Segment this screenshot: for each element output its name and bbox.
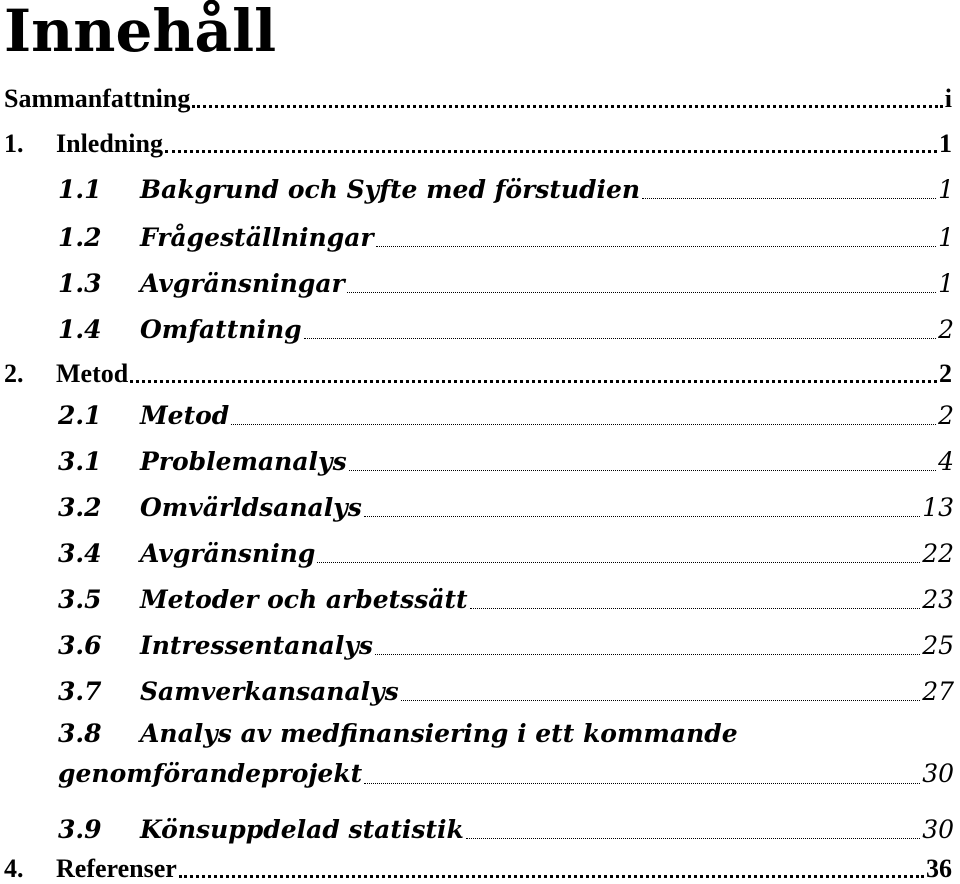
toc-entry-number: 3.8 bbox=[58, 719, 102, 748]
toc-entry-number: 1.2 bbox=[58, 223, 102, 252]
toc-entry-label-continued: genomförandeprojekt bbox=[58, 759, 363, 788]
toc-entry-inledning[interactable] bbox=[0, 119, 960, 159]
toc-entry-2-1[interactable] bbox=[0, 391, 960, 431]
toc-entry-1-3[interactable] bbox=[0, 259, 960, 299]
toc-entry-3-2[interactable] bbox=[0, 483, 960, 523]
toc-entry-label: Avgränsning bbox=[140, 539, 316, 568]
toc-entry-3-6[interactable] bbox=[0, 621, 960, 661]
toc-entry-label: Referenser bbox=[56, 854, 177, 883]
dot-leader bbox=[130, 380, 937, 383]
toc-entry-page: 2 bbox=[938, 315, 954, 344]
toc-entry-1-2[interactable] bbox=[0, 213, 960, 253]
toc-entry-page: 22 bbox=[922, 539, 954, 568]
toc-entry-label: Avgränsningar bbox=[140, 269, 345, 298]
toc-entry-number: 3.1 bbox=[58, 447, 102, 476]
dot-leader bbox=[192, 105, 942, 108]
toc-entry-number: 1. bbox=[4, 129, 24, 158]
toc-entry-3-7[interactable] bbox=[0, 667, 960, 707]
toc-entry-page: 36 bbox=[926, 854, 952, 883]
toc-entry-number: 3.7 bbox=[58, 677, 102, 706]
toc-entry-page: 4 bbox=[938, 447, 954, 476]
dot-leader bbox=[375, 654, 920, 655]
toc-entry-first-line bbox=[0, 714, 960, 754]
toc-entry-metod-chapter[interactable] bbox=[0, 349, 960, 389]
toc-entry-label: Metoder och arbetssätt bbox=[140, 585, 468, 614]
toc-entry-page: 30 bbox=[922, 815, 954, 844]
dot-leader bbox=[470, 608, 921, 609]
toc-entry-label: Metod bbox=[56, 359, 129, 388]
dot-leader bbox=[364, 516, 920, 517]
toc-entry-number: 3.5 bbox=[58, 585, 102, 614]
dot-leader bbox=[376, 246, 937, 247]
toc-entry-1-4[interactable] bbox=[0, 305, 960, 345]
dot-leader bbox=[642, 198, 936, 199]
toc-entry-label: Analys av medfinansiering i ett kommande bbox=[140, 719, 738, 748]
toc-entry-number: 1.1 bbox=[58, 175, 102, 204]
toc-entry-page: 23 bbox=[922, 585, 954, 614]
dot-leader bbox=[347, 292, 936, 293]
toc-entry-second-line bbox=[0, 754, 960, 794]
dot-leader bbox=[466, 838, 920, 839]
toc-entry-page: 2 bbox=[938, 401, 954, 430]
toc-entry-label: Bakgrund och Syfte med förstudien bbox=[140, 175, 641, 204]
toc-entry-number: 4. bbox=[4, 854, 24, 883]
toc-entry-3-5[interactable] bbox=[0, 575, 960, 615]
toc-entry-label: Metod bbox=[140, 401, 230, 430]
toc-heading: Innehåll bbox=[4, 0, 277, 65]
toc-entry-page: 2 bbox=[939, 359, 952, 388]
toc-entry-3-8[interactable] bbox=[0, 714, 960, 794]
toc-entry-page: 13 bbox=[922, 493, 954, 522]
toc-entry-number: 3.9 bbox=[58, 815, 102, 844]
toc-entry-label: Intressentanalys bbox=[140, 631, 373, 660]
toc-entry-number: 3.4 bbox=[58, 539, 102, 568]
dot-leader bbox=[179, 875, 924, 878]
toc-entry-number: 2. bbox=[4, 359, 24, 388]
dot-leader bbox=[317, 562, 920, 563]
toc-entry-1-1[interactable] bbox=[0, 165, 960, 205]
toc-entry-page: 25 bbox=[922, 631, 954, 660]
toc-entry-page: i bbox=[944, 84, 952, 113]
toc-entry-number: 1.3 bbox=[58, 269, 102, 298]
dot-leader bbox=[401, 700, 920, 701]
toc-entry-label: Frågeställningar bbox=[140, 223, 374, 252]
dot-leader bbox=[231, 424, 936, 425]
dot-leader bbox=[304, 338, 936, 339]
toc-entry-referenser[interactable] bbox=[0, 844, 960, 884]
toc-entry-label: Sammanfattning bbox=[4, 84, 191, 113]
toc-entry-number: 2.1 bbox=[58, 401, 102, 430]
toc-entry-3-1[interactable] bbox=[0, 437, 960, 477]
toc-entry-3-9[interactable] bbox=[0, 805, 960, 845]
toc-entry-label: Omvärldsanalys bbox=[140, 493, 362, 522]
toc-entry-number: 3.2 bbox=[58, 493, 102, 522]
toc-entry-label: Könsuppdelad statistik bbox=[140, 815, 464, 844]
toc-entry-page: 1 bbox=[938, 269, 954, 298]
toc-entry-page: 1 bbox=[938, 175, 954, 204]
toc-entry-page: 1 bbox=[938, 223, 954, 252]
toc-entry-label: Omfattning bbox=[140, 315, 302, 344]
dot-leader bbox=[364, 783, 920, 784]
toc-entry-number: 1.4 bbox=[58, 315, 102, 344]
toc-entry-3-4[interactable] bbox=[0, 529, 960, 569]
toc-entry-label: Samverkansanalys bbox=[140, 677, 399, 706]
toc-entry-number: 3.6 bbox=[58, 631, 102, 660]
dot-leader bbox=[165, 150, 937, 153]
toc-entry-page: 27 bbox=[922, 677, 954, 706]
toc-entry-label: Inledning bbox=[56, 129, 163, 158]
toc-entry-label: Problemanalys bbox=[140, 447, 347, 476]
toc-entry-page: 1 bbox=[939, 129, 952, 158]
dot-leader bbox=[349, 470, 936, 471]
toc-entry-sammanfattning[interactable] bbox=[0, 74, 960, 114]
toc-entry-page: 30 bbox=[922, 759, 954, 788]
